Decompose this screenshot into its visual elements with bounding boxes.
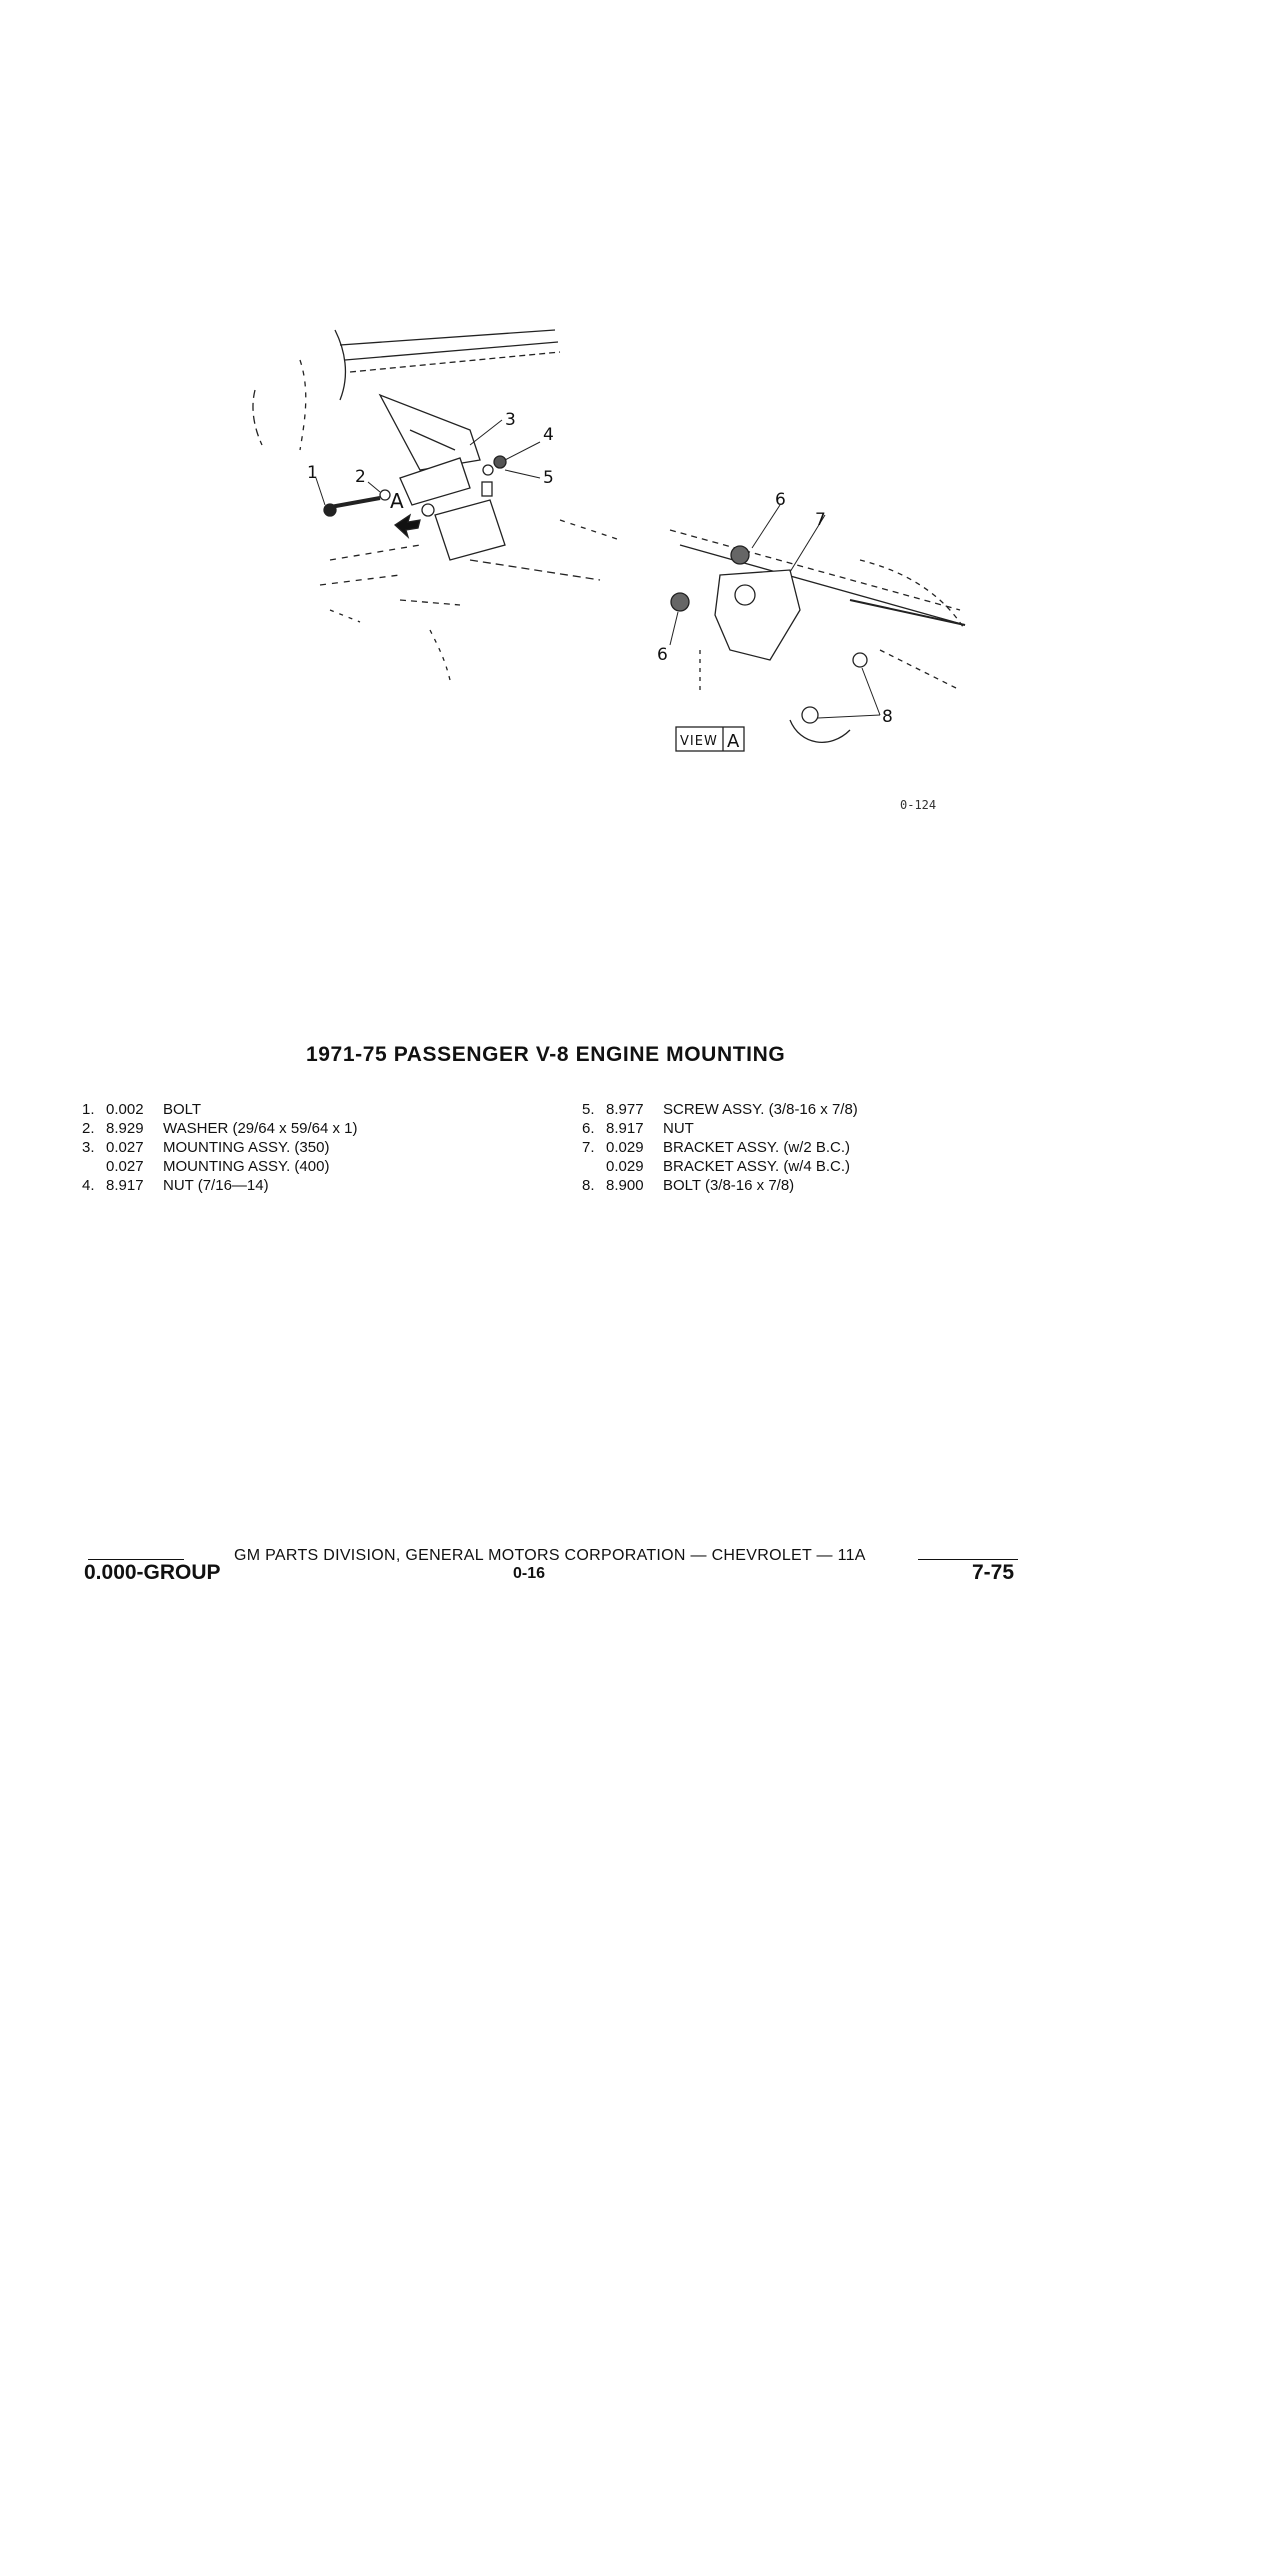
part-number-index: 1. (82, 1101, 95, 1118)
footer-division: GM PARTS DIVISION, GENERAL MOTORS CORPORATION — CHEVROLET — 11A (234, 1547, 866, 1564)
figure-code: 0-124 (900, 798, 937, 812)
part-description: WASHER (29/64 x 59/64 x 1) (163, 1120, 358, 1137)
part-description: BRACKET ASSY. (w/4 B.C.) (663, 1158, 851, 1175)
part-code: 8.977 (606, 1101, 644, 1118)
part-row (82, 1100, 358, 1119)
footer-rule-right (918, 1559, 1018, 1560)
part-description: BOLT (163, 1101, 202, 1118)
part-number-index: 8. (582, 1177, 595, 1194)
part-row (82, 1119, 358, 1138)
part-code: 8.900 (606, 1177, 644, 1194)
engine-mount-illustration (0, 0, 1271, 880)
callout-7: 7 (815, 510, 826, 530)
part-number-index (582, 1157, 606, 1176)
part-code: 0.027 (106, 1139, 144, 1156)
callout-4: 4 (543, 425, 554, 445)
part-row (582, 1100, 858, 1119)
part-row (82, 1176, 358, 1195)
part-code: 0.002 (106, 1101, 144, 1118)
callout-1: 1 (307, 463, 318, 483)
page-title-text: 1971-75 PASSENGER V-8 ENGINE MOUNTING (306, 1043, 786, 1066)
callout-view-letter: A (390, 489, 404, 513)
part-description: SCREW ASSY. (3/8-16 x 7/8) (663, 1101, 858, 1118)
part-number-index (82, 1157, 106, 1176)
parts-list-right (582, 1100, 858, 1195)
footer-date: 7-75 (972, 1561, 1015, 1584)
footer-page-number: 0-16 (513, 1565, 546, 1582)
part-number-index: 3. (82, 1139, 95, 1156)
part-description: BRACKET ASSY. (w/2 B.C.) (663, 1139, 851, 1156)
part-description: NUT (663, 1120, 694, 1137)
part-description: MOUNTING ASSY. (400) (163, 1158, 330, 1175)
part-number-index: 2. (82, 1120, 95, 1137)
part-number-index: 4. (82, 1177, 95, 1194)
page-footer (0, 1545, 1271, 1585)
view-tag: A (727, 731, 740, 752)
callout-5: 5 (543, 468, 554, 488)
part-row (82, 1138, 358, 1157)
callout-2: 2 (355, 467, 366, 487)
part-row (82, 1157, 358, 1176)
callout-3: 3 (505, 410, 516, 430)
view-label: VIEW (680, 734, 718, 749)
part-code: 0.027 (106, 1158, 144, 1175)
footer-group: 0.000-GROUP (84, 1561, 221, 1584)
part-description: MOUNTING ASSY. (350) (163, 1139, 330, 1156)
part-number-index: 5. (582, 1101, 595, 1118)
main-assembly-drawing (253, 330, 620, 680)
part-code: 8.917 (606, 1120, 644, 1137)
part-row (582, 1119, 858, 1138)
parts-list-left (82, 1100, 358, 1195)
callout-8: 8 (882, 707, 893, 727)
footer-rule-left (88, 1559, 184, 1560)
part-description: NUT (7/16—14) (163, 1177, 269, 1194)
part-description: BOLT (3/8-16 x 7/8) (663, 1177, 795, 1194)
part-number-index: 6. (582, 1120, 595, 1137)
view-a-detail-drawing (670, 505, 965, 751)
part-code: 8.917 (106, 1177, 144, 1194)
part-number-index: 7. (582, 1139, 595, 1156)
part-row (582, 1176, 858, 1195)
part-row (582, 1157, 858, 1176)
callout-6-top: 6 (775, 490, 786, 510)
part-code: 0.029 (606, 1139, 644, 1156)
part-row (582, 1138, 858, 1157)
callout-6-left: 6 (657, 645, 668, 665)
part-code: 8.929 (106, 1120, 144, 1137)
part-code: 0.029 (606, 1158, 644, 1175)
